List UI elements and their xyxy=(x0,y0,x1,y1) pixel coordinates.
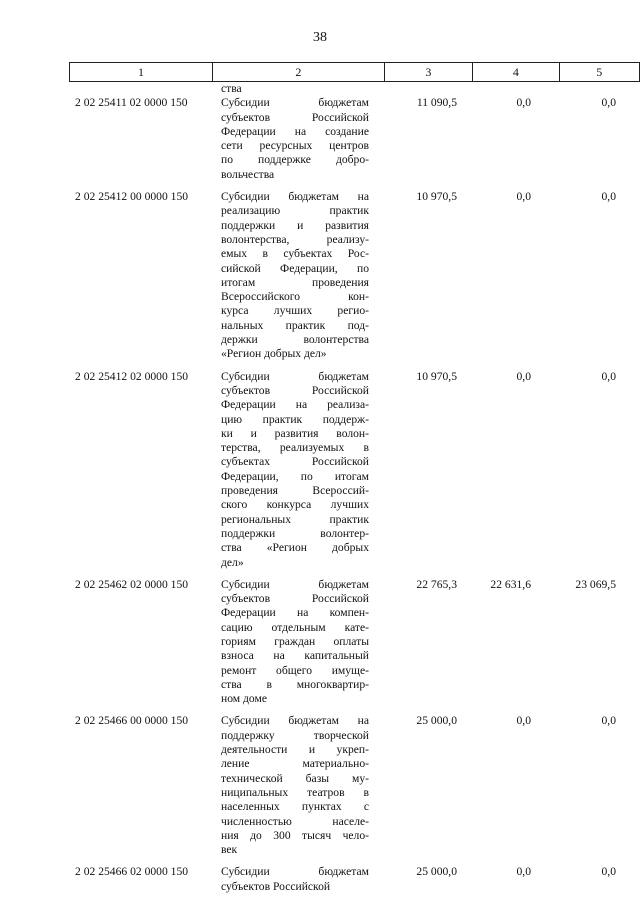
description-line: сацию отдельным кате- xyxy=(221,620,369,634)
description-line: вольчества xyxy=(221,167,275,181)
column-header-row xyxy=(69,62,640,82)
description-line: реализацию практик xyxy=(221,204,369,218)
description-line: поддержки волонтер- xyxy=(221,526,369,540)
table-row xyxy=(69,865,639,894)
description-line: держки волонтерства xyxy=(221,333,369,347)
description-line: сийской Федерации, по xyxy=(221,261,369,275)
description-line: «Регион добрых дел» xyxy=(221,347,327,361)
value-col-4: 0,0 xyxy=(516,865,531,879)
value-col-4: 0,0 xyxy=(516,190,531,204)
description-line: гориям граждан оплаты xyxy=(221,634,369,648)
value-col-3: 25 000,0 xyxy=(416,714,457,728)
description-line: технической базы му- xyxy=(221,771,369,785)
description-line: Субсидии бюджетам xyxy=(221,96,369,110)
row-description xyxy=(221,96,369,182)
value-col-5: 0,0 xyxy=(601,865,616,879)
description-line: Всероссийского кон- xyxy=(221,290,369,304)
budget-code: 2 02 25411 02 0000 150 xyxy=(75,96,188,110)
column-header-3: 3 xyxy=(384,63,472,82)
description-line: поддержку творческой xyxy=(221,728,369,742)
value-col-4: 0,0 xyxy=(516,96,531,110)
description-line: Федерации, по итогам xyxy=(221,469,369,483)
continuation-text: ства xyxy=(221,82,242,95)
value-col-4: 0,0 xyxy=(516,714,531,728)
description-line: итогам проведения xyxy=(221,275,369,289)
description-line: субъектов Российской xyxy=(221,592,369,606)
row-description xyxy=(221,714,369,857)
description-line: терства, реализуемых в xyxy=(221,441,369,455)
budget-code: 2 02 25466 00 0000 150 xyxy=(75,714,189,728)
row-description xyxy=(221,190,369,362)
description-line: ства «Регион добрых xyxy=(221,541,369,555)
row-description xyxy=(221,578,369,707)
column-header-4: 4 xyxy=(473,63,559,82)
budget-table-body xyxy=(69,82,639,902)
description-line: ниципальных театров в xyxy=(221,785,369,799)
column-header-5: 5 xyxy=(559,63,639,82)
table-row xyxy=(69,714,639,857)
value-col-4: 0,0 xyxy=(516,369,531,383)
description-line: волонтерства, реализу- xyxy=(221,232,369,246)
description-line: населенных пунктах с xyxy=(221,800,369,814)
description-line: Субсидии бюджетам на xyxy=(221,190,369,204)
value-col-4: 22 631,6 xyxy=(490,577,531,591)
description-line: Федерации на компен- xyxy=(221,606,369,620)
value-col-5: 23 069,5 xyxy=(575,577,616,591)
description-line: по поддержке добро- xyxy=(221,153,369,167)
description-line: ния до 300 тысяч чело- xyxy=(221,828,369,842)
value-col-3: 25 000,0 xyxy=(416,865,457,879)
value-col-3: 11 090,5 xyxy=(416,96,457,110)
description-line: субъектов Российской xyxy=(221,383,369,397)
column-header-2: 2 xyxy=(212,63,384,82)
description-line: региональных практик xyxy=(221,512,369,526)
description-line: проведения Всероссий- xyxy=(221,484,369,498)
value-col-3: 22 765,3 xyxy=(416,577,457,591)
description-line: взноса на капитальный xyxy=(221,649,369,663)
description-line: численностью населе- xyxy=(221,814,369,828)
budget-code: 2 02 25466 02 0000 150 xyxy=(75,865,189,879)
value-col-5: 0,0 xyxy=(601,714,616,728)
description-line: Субсидии бюджетам xyxy=(221,577,369,591)
description-line: цию практик поддерж- xyxy=(221,412,369,426)
value-col-5: 0,0 xyxy=(601,190,616,204)
description-line: емых в субъектах Рос- xyxy=(221,247,369,261)
description-line: субъектов Российской xyxy=(221,110,369,124)
budget-code: 2 02 25412 00 0000 150 xyxy=(75,190,189,204)
description-line: сети ресурсных центров xyxy=(221,139,369,153)
description-line: ки и развития волон- xyxy=(221,426,369,440)
value-col-5: 0,0 xyxy=(601,96,616,110)
description-line: нальных практик под- xyxy=(221,318,369,332)
description-line: ства в многоквартир- xyxy=(221,677,369,691)
table-row xyxy=(69,190,639,362)
description-line: ремонт общего имуще- xyxy=(221,663,369,677)
budget-code: 2 02 25412 02 0000 150 xyxy=(75,369,189,383)
description-line: курса лучших регио- xyxy=(221,304,369,318)
description-line: Субсидии бюджетам на xyxy=(221,714,369,728)
table-row xyxy=(69,370,639,570)
row-description xyxy=(221,370,369,570)
description-line: век xyxy=(221,843,238,857)
value-col-3: 10 970,5 xyxy=(416,369,457,383)
description-line: ном доме xyxy=(221,692,267,706)
description-line: Федерации на реализа- xyxy=(221,398,369,412)
description-line: ление материально- xyxy=(221,757,369,771)
description-line: поддержки и развития xyxy=(221,218,369,232)
description-line: Субсидии бюджетам xyxy=(221,369,369,383)
row-description xyxy=(221,865,369,894)
description-line: Федерации на создание xyxy=(221,124,369,138)
table-row xyxy=(69,96,639,182)
description-line: субъектах Российской xyxy=(221,455,369,469)
description-line: Субсидии бюджетам xyxy=(221,865,369,879)
description-line: субъектов Российской xyxy=(221,879,331,893)
table-row xyxy=(69,578,639,707)
page-number: 38 xyxy=(313,30,327,45)
description-line: дел» xyxy=(221,555,244,569)
budget-code: 2 02 25462 02 0000 150 xyxy=(75,577,189,591)
value-col-3: 10 970,5 xyxy=(416,190,457,204)
description-line: ского конкурса лучших xyxy=(221,498,369,512)
description-line: деятельности и укреп- xyxy=(221,743,369,757)
value-col-5: 0,0 xyxy=(601,369,616,383)
column-header-1: 1 xyxy=(70,63,213,82)
